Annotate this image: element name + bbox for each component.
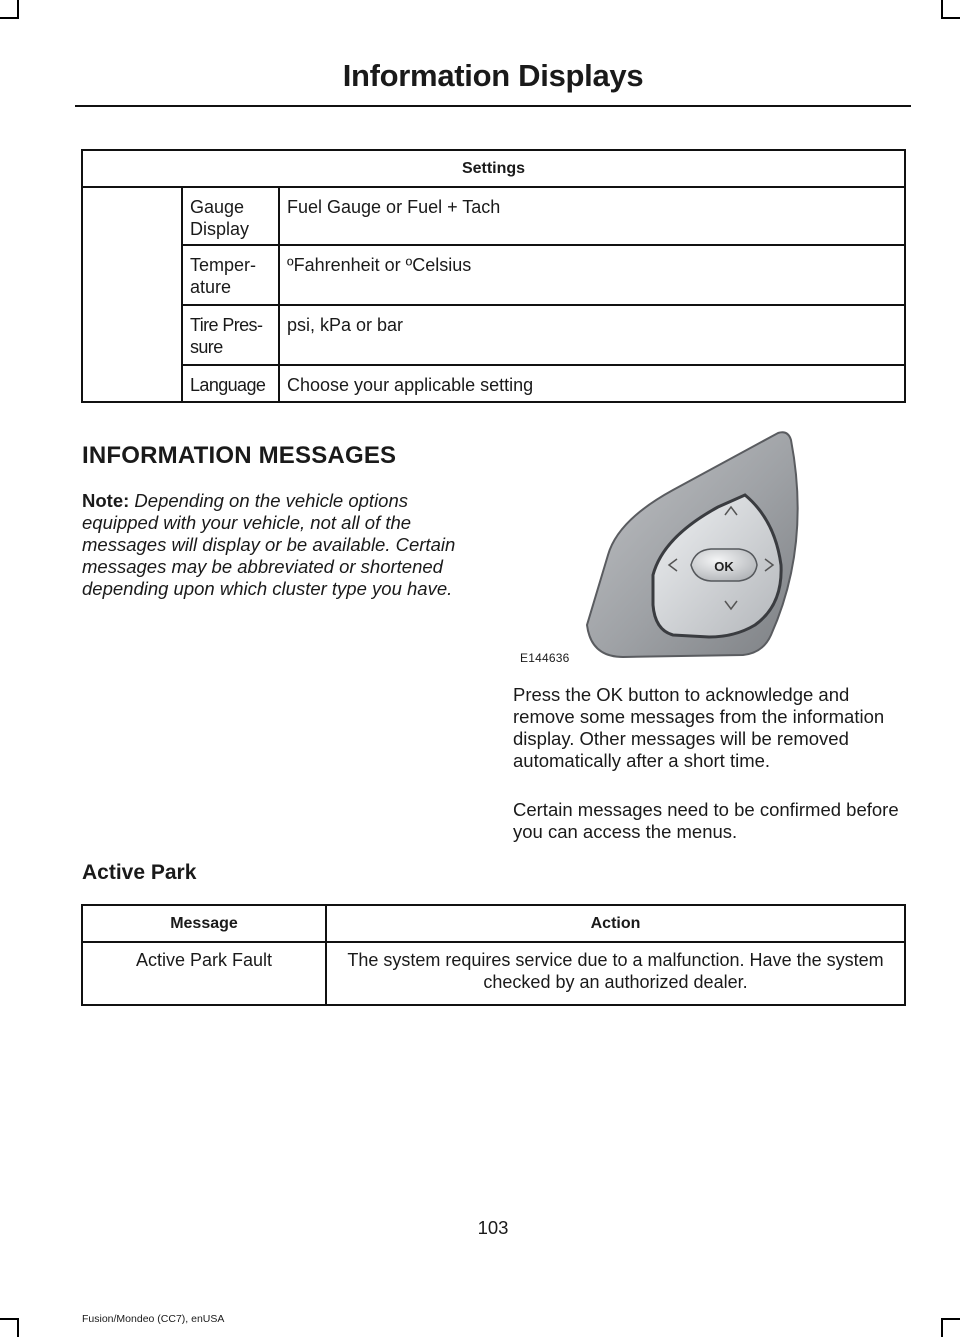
crop-mark [941,0,943,19]
crop-mark [941,17,960,19]
active-park-table [81,904,906,1006]
figure-code: E144636 [520,651,570,665]
settings-group-cell [82,187,182,402]
ok-button-label: OK [714,559,734,574]
table-row [82,245,905,305]
setting-name: Gauge Display [182,187,279,245]
setting-value: psi, kPa or bar [279,305,905,365]
setting-value: Fuel Gauge or Fuel + Tach [279,187,905,245]
note-text [82,490,462,600]
page-number: 103 [477,1217,509,1238]
setting-name: Language [182,365,279,402]
crop-mark [17,1318,19,1337]
steering-wheel-controls-figure [513,425,908,675]
page-title: Information Displays [342,58,644,93]
column-header-action: Action [326,905,905,942]
header-divider [75,105,911,107]
column-header-message: Message [82,905,326,942]
section-heading: INFORMATION MESSAGES [82,442,397,469]
message-cell: Active Park Fault [82,942,326,1005]
table-row [82,187,905,245]
body-paragraph: Certain messages need to be confirmed before you can access the menus. [513,799,899,842]
settings-table-heading: Settings [82,150,905,187]
setting-name: Temper-ature [182,245,279,305]
table-row [82,305,905,365]
crop-mark [17,0,19,19]
note-body: Depending on the vehicle options equipped with your vehicle, not all of the messages will display or be available. Certain messages may be abbreviated or shortened depending upon which cluster type you have. [82,490,456,599]
table-row [82,942,905,1005]
setting-name: Tire Pres-sure [182,305,279,365]
body-paragraph: Press the OK button to acknowledge and remove some messages from the information display. Other messages will be removed automatically after a short time. [513,684,885,771]
action-cell: The system requires service due to a malfunction. Have the system checked by an authorized dealer. [326,942,905,1005]
note-label: Note: [82,490,130,511]
crop-mark [941,1318,943,1337]
table-row [82,365,905,402]
crop-mark [941,1318,960,1320]
settings-table [81,149,906,403]
footer-text: Fusion/Mondeo (CC7), enUSA [82,1313,225,1325]
subsection-heading: Active Park [82,861,197,884]
setting-value: Choose your applicable setting [279,365,905,402]
setting-value: ºFahrenheit or ºCelsius [279,245,905,305]
